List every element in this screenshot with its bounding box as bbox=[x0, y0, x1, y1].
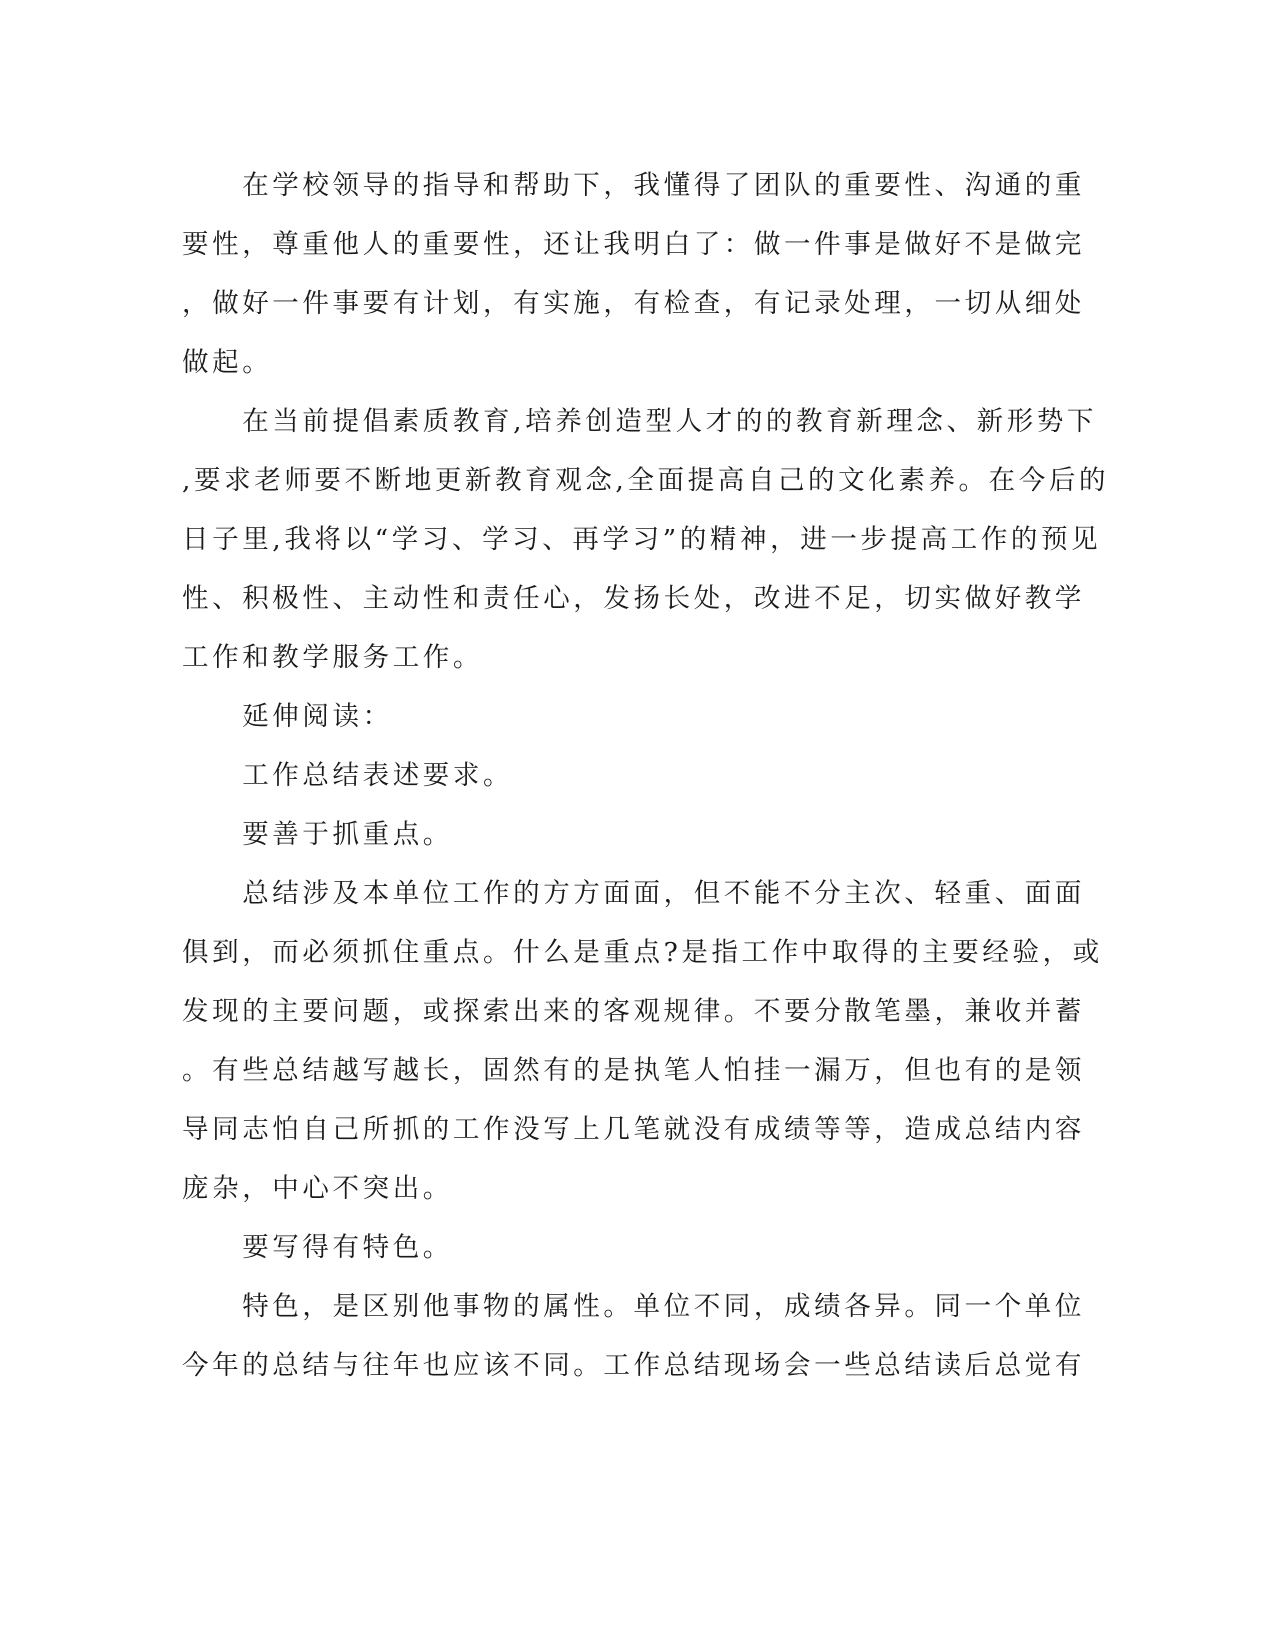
section-heading: 要写得有特色。 bbox=[182, 1232, 453, 1263]
text-line: 导同志怕自己所抓的工作没写上几笔就没有成绩等等，造成总结内容 bbox=[182, 1114, 1085, 1145]
section-heading: 要善于抓重点。 bbox=[182, 819, 453, 850]
text-line: 特色，是区别他事物的属性。单位不同，成绩各异。同一个单位 bbox=[182, 1291, 1085, 1322]
text-line: 工作和教学服务工作。 bbox=[182, 642, 483, 673]
section-heading: 延伸阅读： bbox=[182, 701, 393, 732]
text-line: 今年的总结与往年也应该不同。工作总结现场会一些总结读后总觉有 bbox=[182, 1350, 1085, 1381]
text-line: 要性，尊重他人的重要性，还让我明白了：做一件事是做好不是做完 bbox=[182, 229, 1085, 260]
text-line: 俱到，而必须抓住重点。什么是重点?是指工作中取得的主要经验，或 bbox=[182, 937, 1103, 968]
text-line: 日子里,我将以“学习、学习、再学习”的精神，进一步提高工作的预见 bbox=[182, 524, 1102, 555]
section-heading: 工作总结表述要求。 bbox=[182, 760, 514, 791]
text-line: 在学校领导的指导和帮助下，我懂得了团队的重要性、沟通的重 bbox=[182, 170, 1085, 201]
text-line: ，做好一件事要有计划，有实施，有检查，有记录处理，一切从细处 bbox=[182, 288, 1085, 319]
text-line: 在当前提倡素质教育,培养创造型人才的的教育新理念、新形势下 bbox=[182, 406, 1098, 437]
text-line: 总结涉及本单位工作的方方面面，但不能不分主次、轻重、面面 bbox=[182, 878, 1085, 909]
text-line: ,要求老师要不断地更新教育观念,全面提高自己的文化素养。在今后的 bbox=[182, 465, 1110, 496]
text-line: 做起。 bbox=[182, 347, 273, 378]
text-line: 发现的主要问题，或探索出来的客观规律。不要分散笔墨，兼收并蓄 bbox=[182, 996, 1085, 1027]
text-line: 。有些总结越写越长，固然有的是执笔人怕挂一漏万，但也有的是领 bbox=[182, 1055, 1085, 1086]
text-line: 庞杂，中心不突出。 bbox=[182, 1173, 453, 1204]
document-body bbox=[182, 156, 1110, 1395]
text-line: 性、积极性、主动性和责任心，发扬长处，改进不足，切实做好教学 bbox=[182, 583, 1085, 614]
